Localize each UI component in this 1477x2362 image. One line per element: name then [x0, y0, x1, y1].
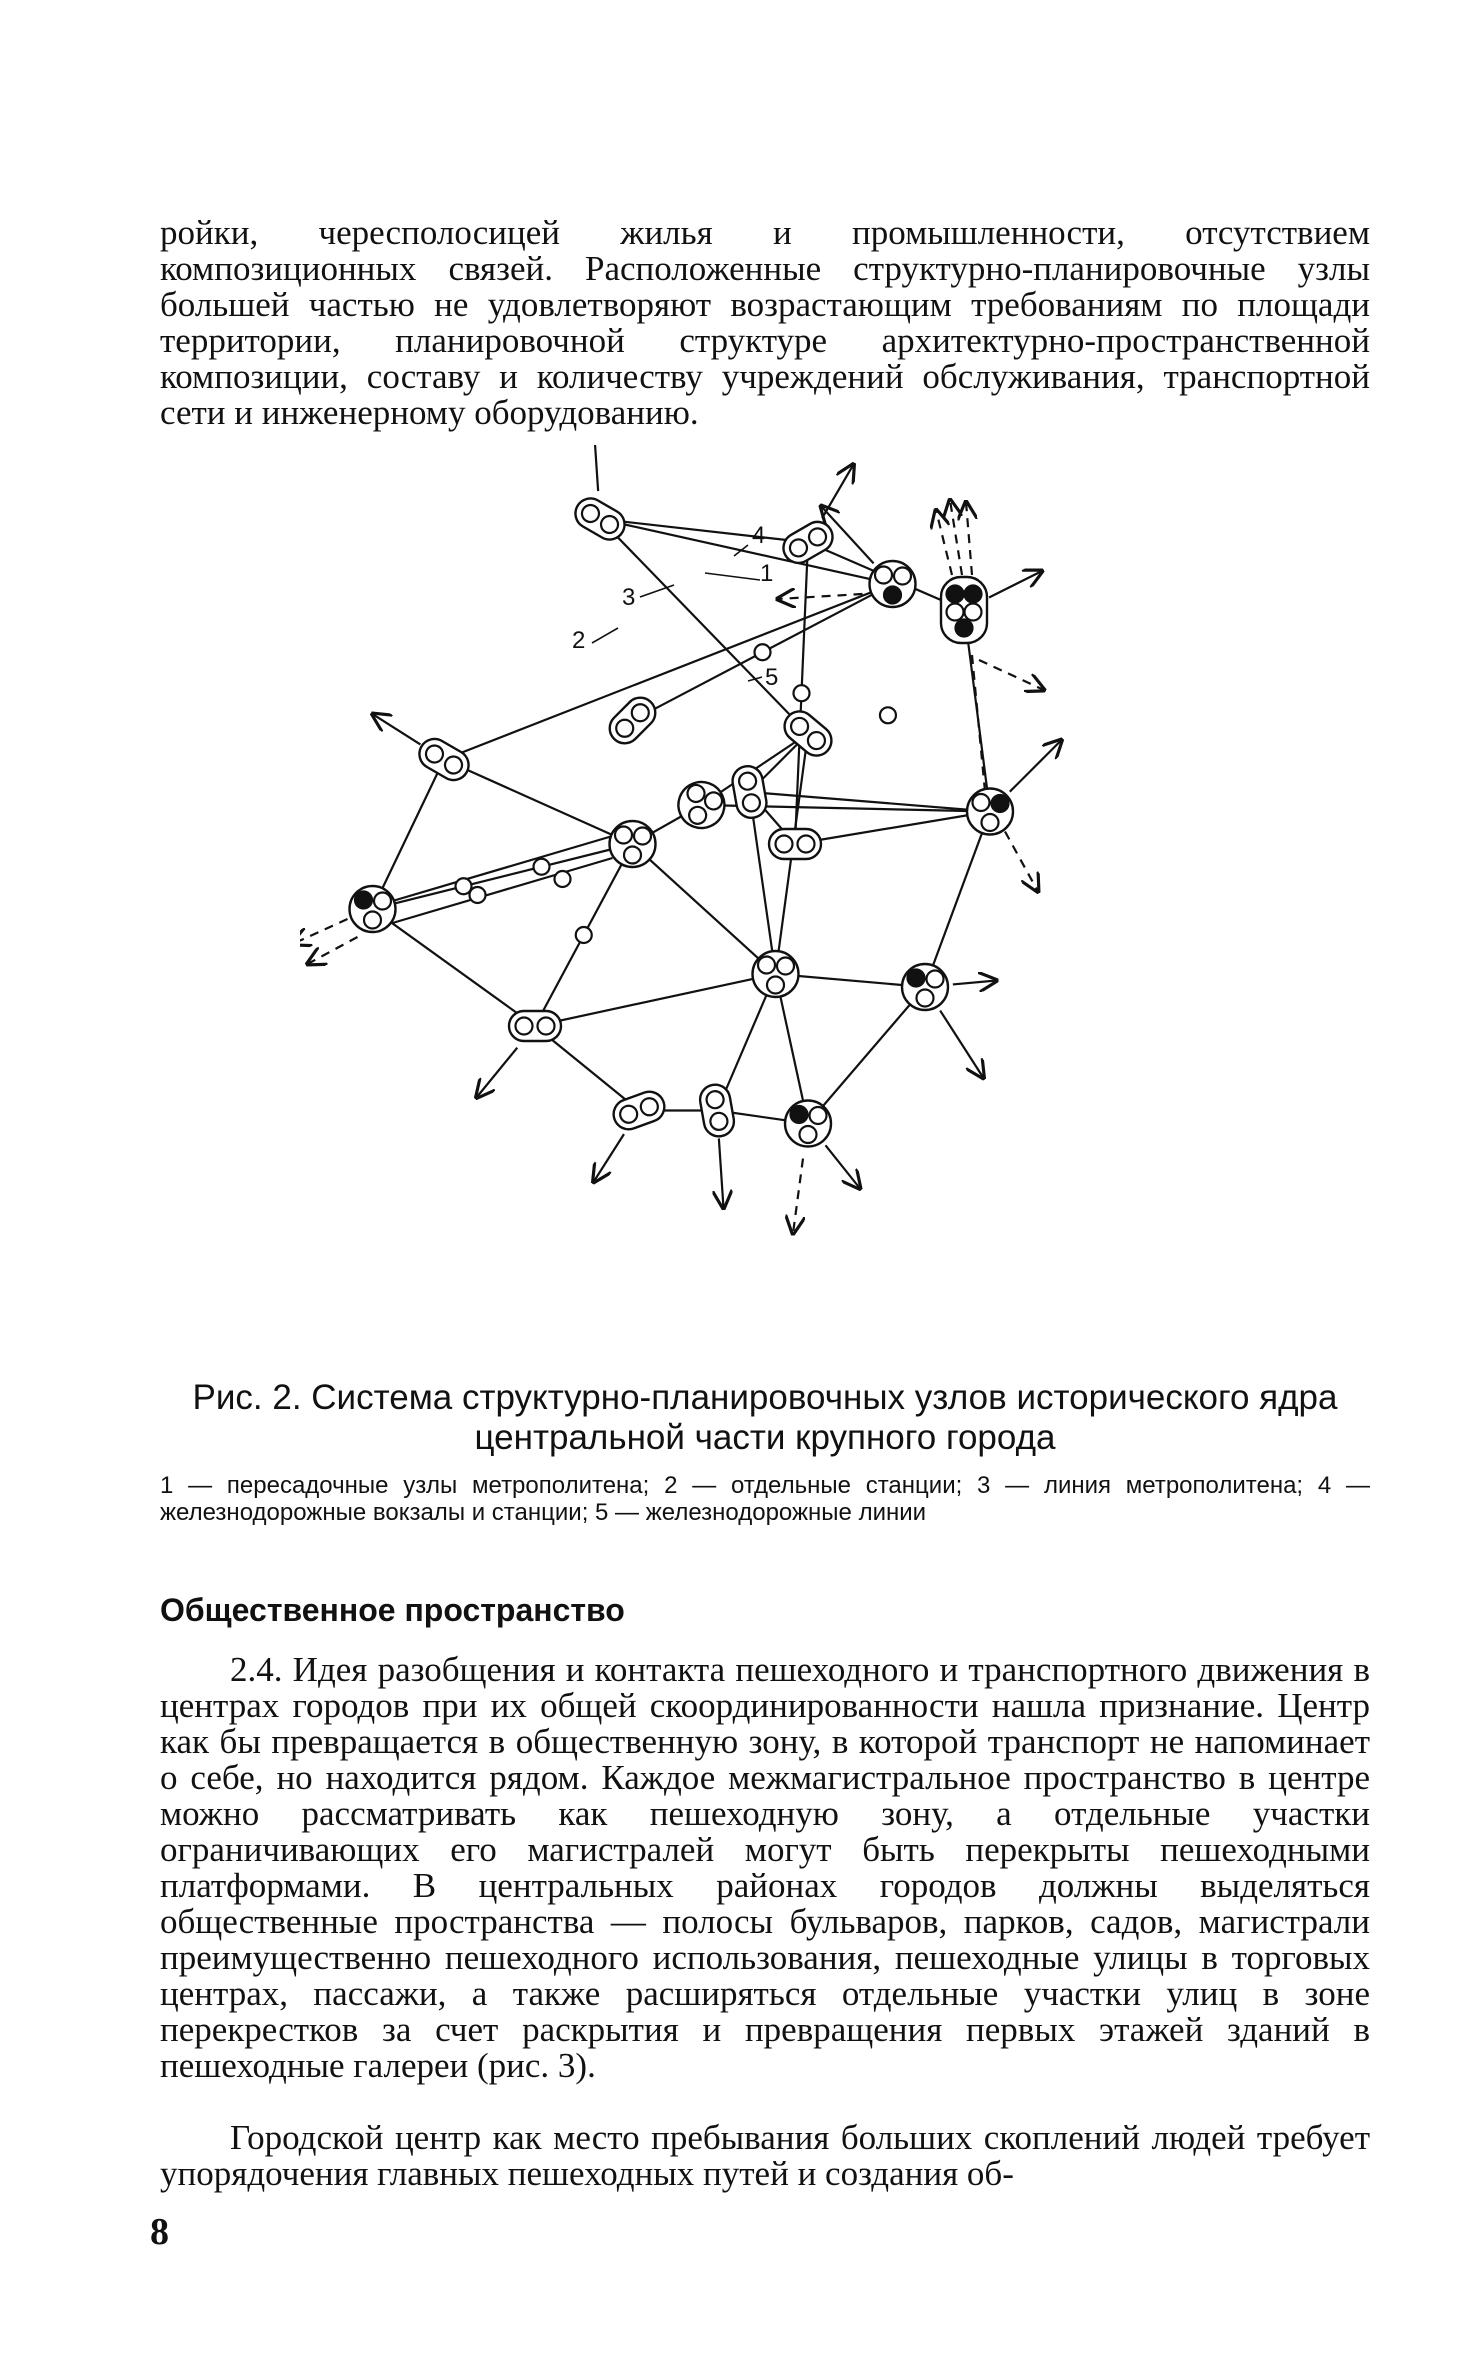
planning-node-2 [570, 493, 630, 545]
planning-node-9 [672, 776, 731, 835]
figure-legend: 1 — пересадочные узлы метрополитена; 2 — отдельные станции; 3 — линия метрополитена; 4 — железнодорожные вокзалы и станции; 5 — железнодорожные линии [160, 1472, 1370, 1526]
planning-node-12 [967, 789, 1013, 835]
planning-node-18 [698, 1082, 737, 1138]
metro-station-6 [576, 927, 592, 943]
figure-label-5: 5 [765, 664, 779, 691]
metro-station-1 [755, 644, 771, 660]
planning-node-16 [509, 1011, 561, 1041]
metro-station-5 [534, 859, 550, 875]
figure-label-3: 3 [622, 584, 636, 611]
planning-node-10 [610, 821, 656, 867]
intro-paragraph: ройки, чересполосицей жилья и промышленности, отсутствием композиционных связей. Расположенные структурно-планировочные узлы большей частью не удовлетворяют возрастающим требованиям по площади территории, планировочной структуре архитектурно-пространственной композиции, составу и количеству учреждений обслуживания, транспортной сети и инженерному оборудованию. [160, 213, 1370, 432]
planning-node-15 [902, 964, 948, 1010]
figure-label-4: 4 [752, 522, 766, 549]
planning-node-6 [414, 734, 474, 786]
metro-lines [373, 519, 991, 1124]
page-number: 8 [150, 2211, 169, 2253]
planning-nodes [350, 493, 1014, 1146]
metro-station-7 [470, 887, 486, 903]
body-paragraph-1: 2.4. Идея разобщения и контакта пешеходного и транспортного движения в центрах городов при их общей скоординированности нашла признание. Центр как бы превращается в общественную зону, в которой транспорт не напоминает о себе, но находится рядом. Каждое межмагистральное пространство в центре можно рассматривать как пешеходную зону, а отдельные участки ограничивающих его магистралей могут быть перекрыты пешеходными платформами. В центральных районах городов должны выделяться общественные пространства — полосы бульваров, парков, садов, магистрали преимущественно пешеходного использования, пешеходные улицы в торговых центрах, пассажи, а также расширяться отдельные участки улиц в зоне перекрестков за счет раскрытия и превращения первых этажей зданий в пешеходные галереи (рис. 3). [160, 1650, 1370, 2085]
metro-station-8 [555, 871, 571, 887]
metro-station-3 [880, 707, 896, 723]
figure-label-1: 1 [760, 560, 774, 587]
planning-node-1 [870, 561, 916, 607]
planning-node-8 [730, 764, 769, 820]
metro-station-2 [794, 685, 810, 701]
planning-node-4 [941, 577, 987, 643]
planning-node-13 [350, 886, 396, 932]
figure-label-2: 2 [572, 627, 586, 654]
figure-caption: Рис. 2. Система структурно-планировочных узлов исторического ядра центральной части крупного города [192, 1378, 1338, 1457]
planning-node-11 [769, 829, 821, 859]
railway-lines [300, 500, 1044, 1234]
body-paragraph-2: Городской центр как место пребывания больших скоплений людей требует упорядочения главных пешеходных путей и создания об- [160, 2118, 1370, 2193]
planning-node-14 [753, 951, 799, 997]
planning-node-5 [604, 692, 662, 750]
planning-node-19 [785, 1101, 831, 1147]
section-heading: Общественное пространство [160, 1592, 625, 1628]
network-diagram [300, 445, 1200, 1345]
